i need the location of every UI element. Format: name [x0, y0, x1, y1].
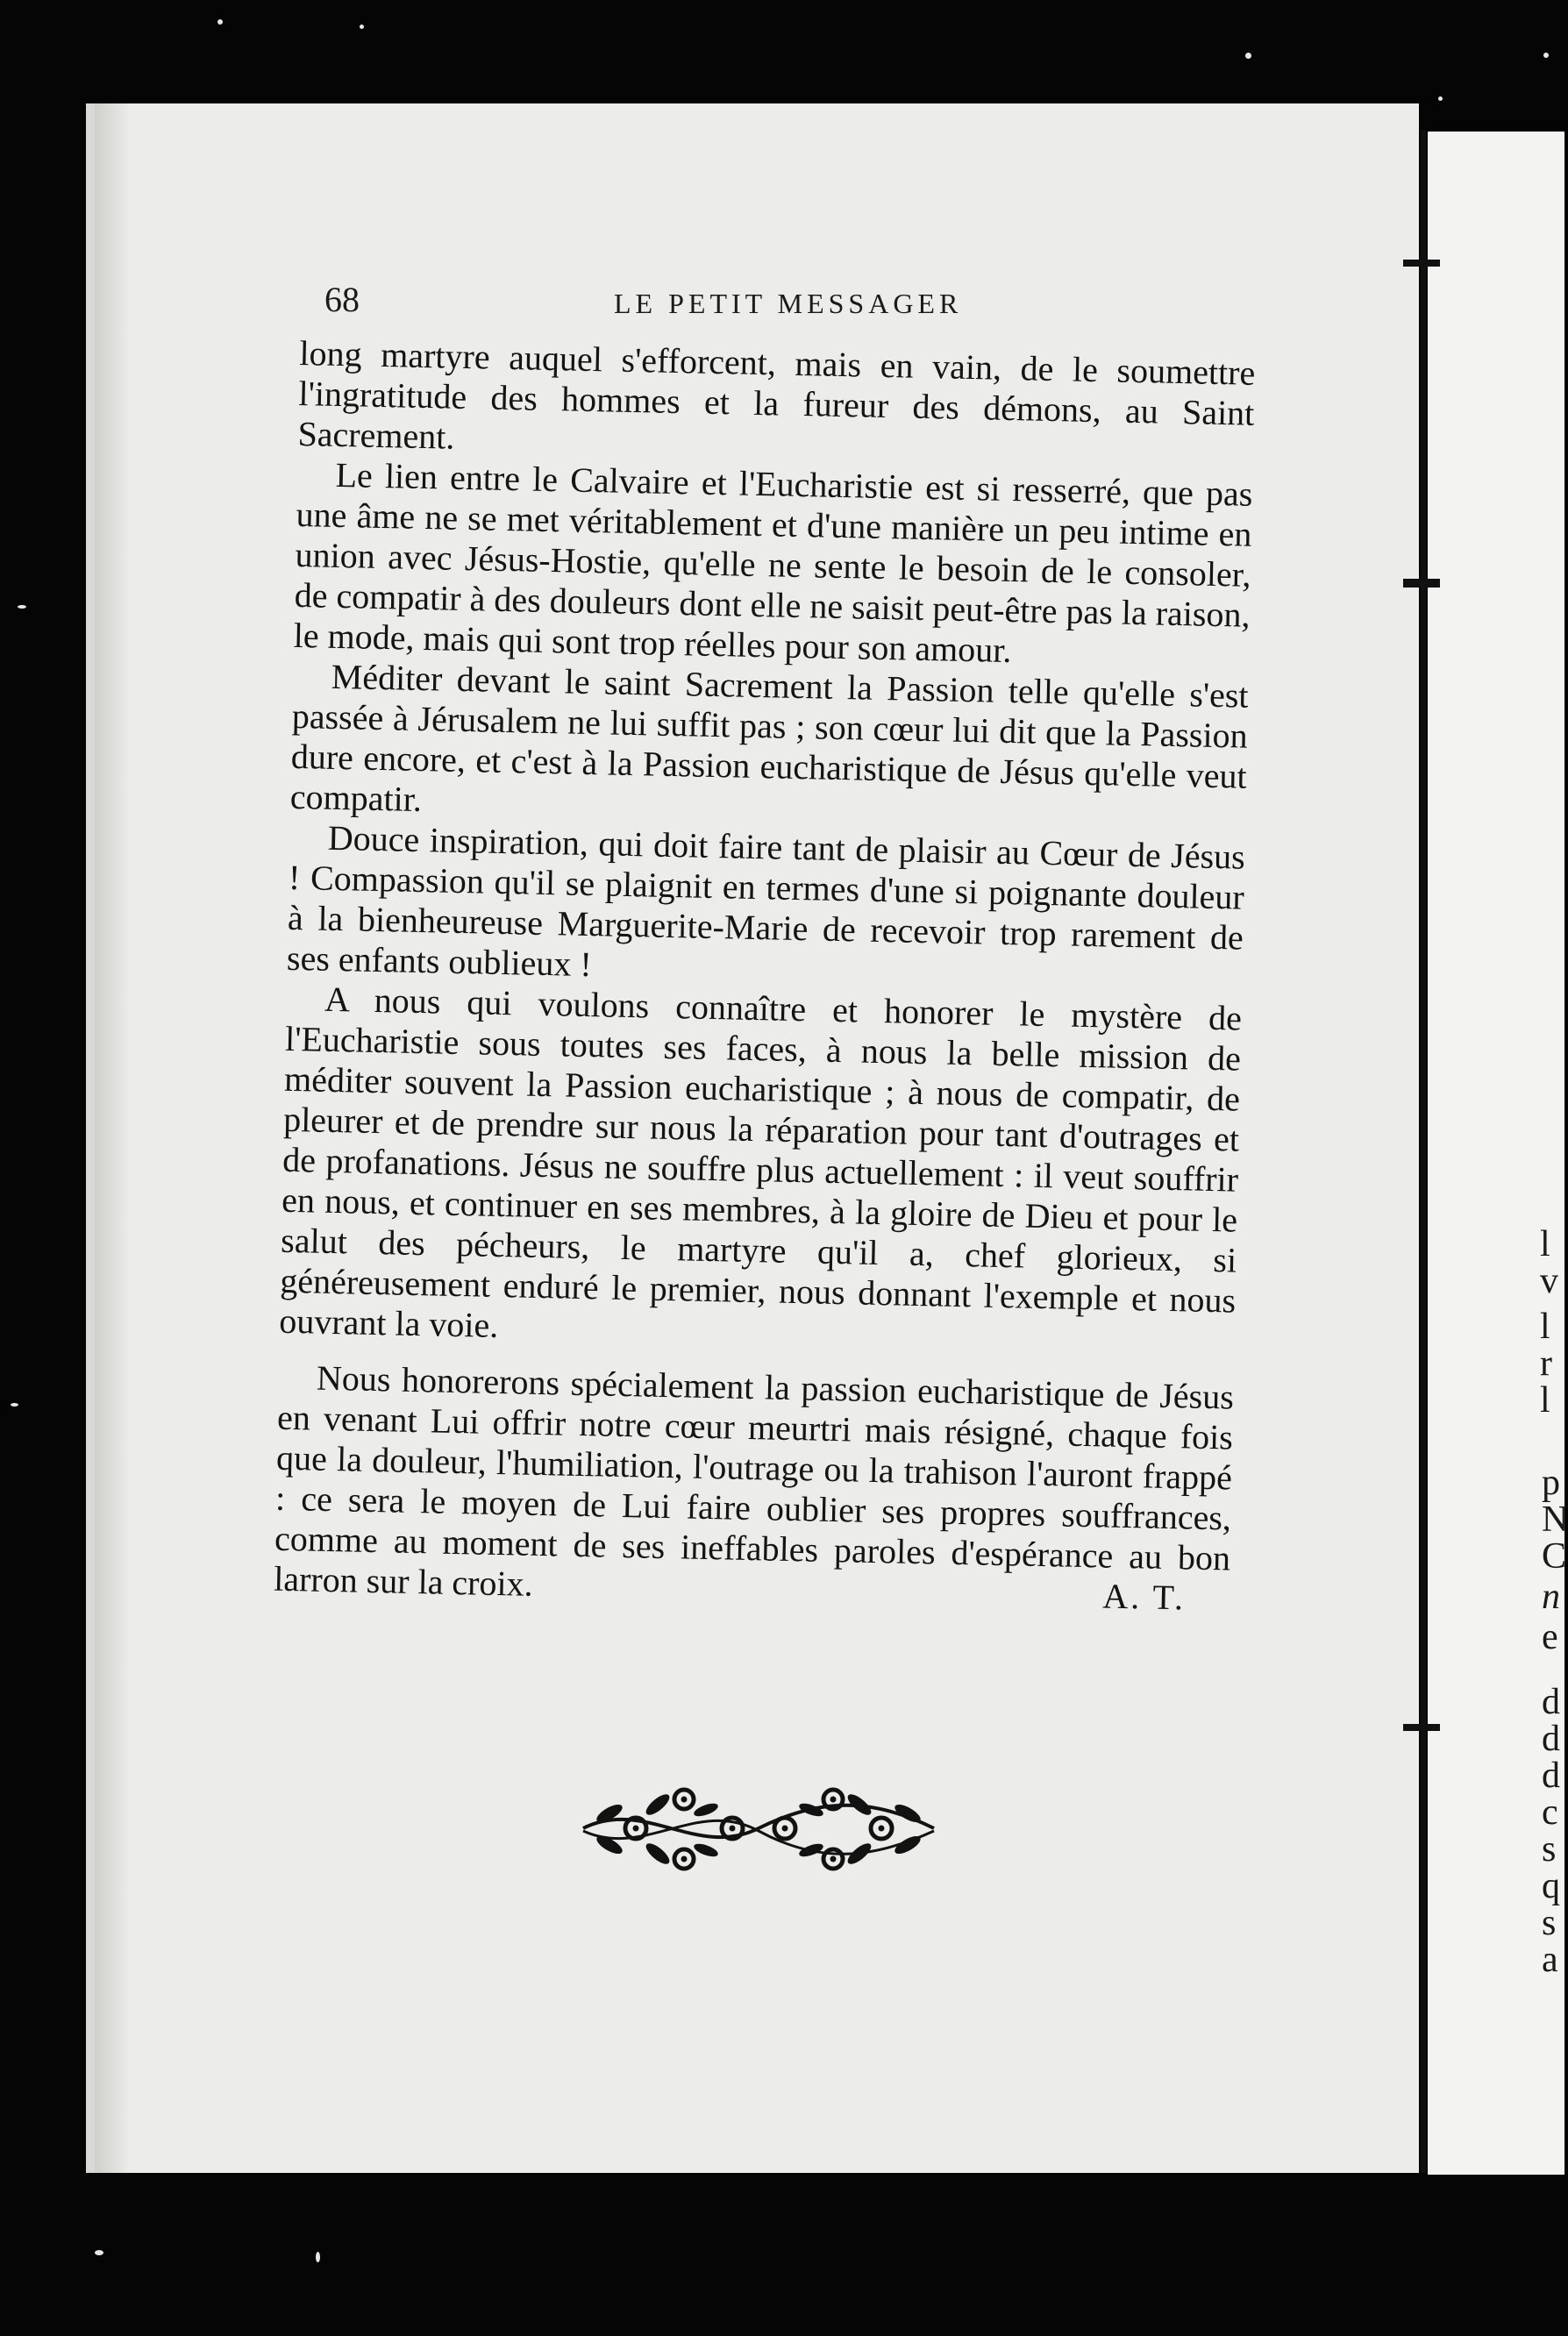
background-speck: [217, 19, 223, 25]
facing-page-letter: p: [1542, 1463, 1560, 1503]
paragraph: Le lien entre le Calvaire et l'Eucharistie est si resserré, que pas une âme ne se met véritablement et d'une manière un peu intime en union avec Jésus-Hostie, qu'elle ne sente le besoin de le consoler, de compatir à des douleurs dont elle ne saisit peut-être pas la raison, le mode, mais qui sont trop réelles pour son amour.: [293, 454, 1253, 671]
author-signature: A. T.: [1101, 1576, 1187, 1618]
background-speck: [11, 1403, 18, 1407]
book-spine: [1421, 130, 1426, 2173]
facing-page-letter: l: [1540, 1380, 1550, 1421]
binding-stitch: [1403, 260, 1440, 267]
paragraph: Méditer devant le saint Sacrement la Passion telle qu'elle s'est passée à Jérusalem ne lui suffit pas ; son cœur lui dit que la Passion dure encore, et c'est à la Passion eucharistique de Jésus qu'elle veut compatir.: [289, 656, 1250, 820]
page-header: [324, 279, 1272, 331]
facing-page-letter: l: [1540, 1307, 1550, 1347]
facing-page-letter: d: [1542, 1719, 1560, 1759]
background-speck: [1438, 96, 1443, 101]
facing-page-letter: d: [1542, 1756, 1560, 1796]
facing-page-letter: r: [1540, 1343, 1552, 1384]
paragraph: Nous honorerons spécialement la passion eucharistique de Jésus en venant Lui offrir notre cœur meurtri mais résigné, chaque fois que la douleur, l'humiliation, l'outrage ou la trahison l'auront frappé : ce sera le moyen de Lui faire oublier ses propres souffrances, comme au moment de ses ineffables paroles d'espérance au bon larron sur la croix.: [273, 1357, 1235, 1604]
facing-page-letter: N: [1542, 1499, 1568, 1540]
page-edge-shadow: [95, 103, 130, 2173]
binding-stitch: [1403, 579, 1440, 588]
background-speck: [1543, 53, 1549, 58]
background-speck: [316, 2252, 320, 2262]
page-number: 68: [324, 280, 360, 319]
facing-page-letter: n: [1542, 1577, 1560, 1617]
facing-page-letter: C: [1542, 1536, 1567, 1577]
binding-stitch: [1403, 1724, 1440, 1731]
running-title: LE PETIT MESSAGER: [614, 288, 963, 319]
facing-page: [1428, 132, 1568, 2175]
background-speck: [18, 605, 26, 609]
background-speck: [1245, 53, 1251, 59]
facing-page-letter: e: [1542, 1617, 1558, 1657]
facing-page-letter: c: [1542, 1792, 1558, 1833]
paragraph: A nous qui voulons connaître et honorer le mystère de l'Eucharistie sous toutes ses faces, à nous la belle mission de méditer souvent la Passion eucharistique ; à nous de compatir, de pleurer et de prendre sur nous la réparation pour tant d'outrages et de profanations. Jésus ne souffre plus actuellement : il veut souffrir en nous, et continuer en ses membres, à la gloire de Dieu et pour le salut des pécheurs, le martyre qu'il a, chef glorieux, si généreusement enduré le premier, nous donnant l'exemple et nous ouvrant la voie.: [278, 979, 1243, 1345]
article-text: [274, 333, 1256, 1620]
background-speck: [360, 25, 364, 29]
facing-page-letter: l: [1540, 1224, 1550, 1264]
facing-page-letter: a: [1542, 1940, 1558, 1980]
facing-page-letter: s: [1542, 1829, 1557, 1870]
paragraph: long martyre auquel s'efforcent, mais en vain, de le soumettre l'ingratitude des hommes et la fureur des démons, au Saint Sacrement.: [297, 333, 1256, 457]
background-speck: [95, 2250, 103, 2255]
paragraph: Douce inspiration, qui doit faire tant de plaisir au Cœur de Jésus ! Compassion qu'il se plaignit en termes d'une si poignante douleur à la bienheureuse Marguerite-Marie de recevoir trop rarement de ses enfants oublieux !: [286, 817, 1246, 985]
facing-page-letter: d: [1542, 1682, 1560, 1722]
facing-page-letter: v: [1540, 1261, 1558, 1301]
floral-vine-ornament-icon: [574, 1780, 943, 1877]
facing-page-letter: q: [1542, 1866, 1560, 1906]
facing-page-letter: s: [1542, 1903, 1557, 1943]
